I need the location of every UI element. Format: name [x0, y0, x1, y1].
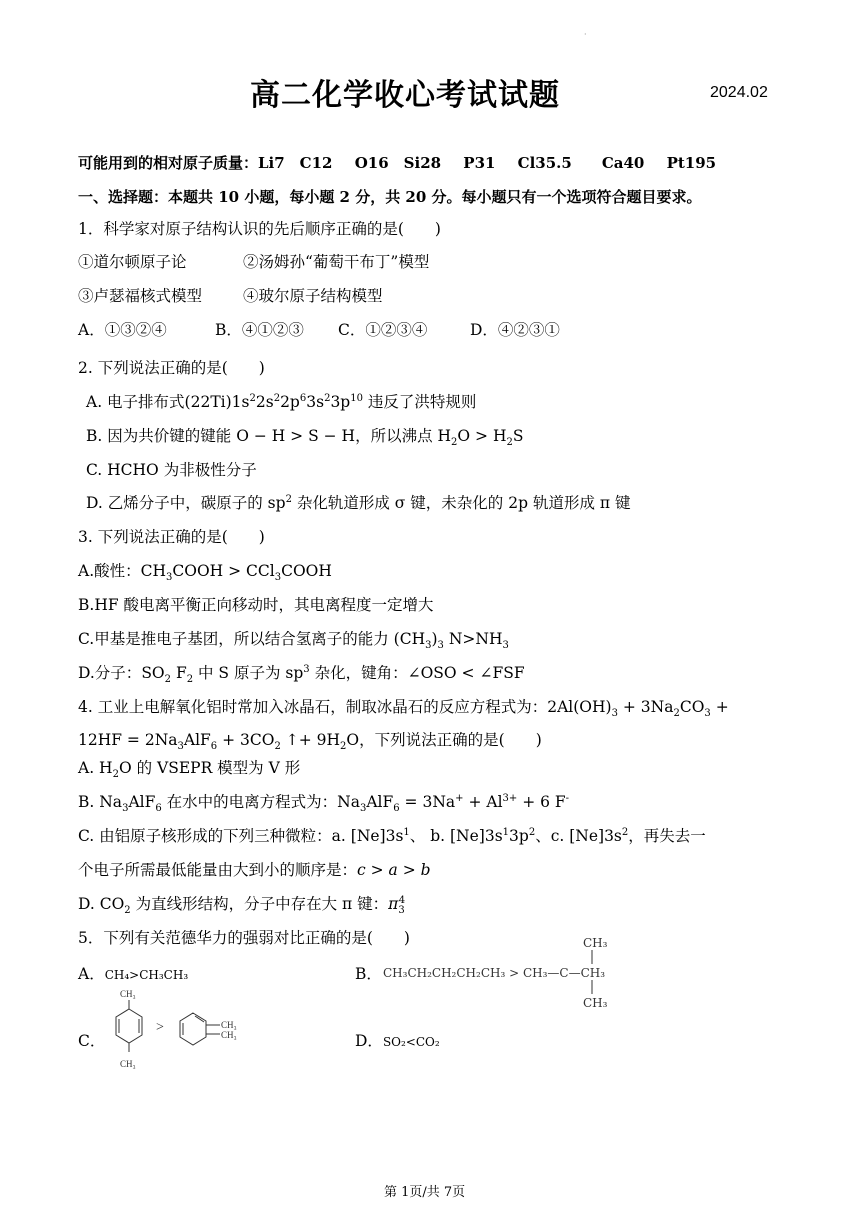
q5-option-b-label: B．	[355, 965, 382, 983]
svg-text:CH₃: CH₃	[120, 989, 136, 999]
q4-option-c-line1: C. 由铝原子核形成的下列三种微粒：a. $[Ne]3s^1$、 b. $[Ne]3s^13p^2$、c. $[Ne]3s^2$，再失去一	[78, 826, 706, 845]
q4-option-a: A. $H_2O$ 的 VSEPR 模型为 V 形	[78, 759, 301, 781]
q1-item4: ④玻尔原子结构模型	[243, 287, 383, 305]
q1-option-c: C．①②③④	[338, 321, 428, 339]
q3-option-a: A.酸性：$CH_3COOH$ > CCl$_3$COOH	[78, 562, 332, 584]
q4-option-b: B. $Na_3AlF_6$ 在水中的电离方程式为：$Na_3AlF_6 = 3Na^+ + Al^{3+} + 6$ F-	[78, 792, 570, 815]
q4-option-c-line2-text: 个电子所需最低能量由大到小的顺序是：	[78, 861, 358, 879]
q3-option-d-prefix: D.分子：	[78, 664, 142, 682]
q3-option-a-prefix: A.酸性：	[78, 562, 141, 580]
q2-option-b-mid: O − H > S − H	[236, 427, 356, 445]
q2-option-a-suffix: 违反了洪特规则	[362, 393, 477, 411]
q5-stem: 5．下列有关范德华力的强弱对比正确的是( )	[78, 929, 410, 947]
q5-option-b-bottom-methyl: CH₃	[583, 996, 608, 1010]
q5-option-b-vertical-bonds	[590, 950, 594, 996]
q5-option-d-label: D．	[355, 1032, 383, 1050]
q5-option-a-text: CH₄>CH₃CH₃	[104, 968, 189, 982]
q4-option-b-mid: 在水中的电离方程式为：	[161, 793, 338, 811]
q1-option-a: A．①③②④	[78, 321, 167, 339]
q5-option-d	[355, 1029, 440, 1051]
q1-stem: 1．科学家对原子结构认识的先后顺序正确的是( )	[78, 220, 441, 238]
q4-stem-suffix: ，下列说法正确的是( )	[359, 731, 542, 749]
section-heading: 一、选择题：本题共 10 小题，每小题 2 分，共 20 分。每小题只有一个选项符合题目要求。	[78, 188, 702, 206]
q4-option-c-order: c > a > b	[357, 861, 431, 879]
q2-option-a-prefix: A. 电子排布式(22Ti)1s	[86, 393, 250, 411]
q2-option-b-suffix: ，所以沸点	[355, 427, 438, 445]
q3-option-d-mid: 中 S 原子为	[193, 664, 286, 682]
atomic-masses: 可能用到的相对原子质量：Li7 C12 O16 Si28 P31 Cl35.5 Ca40 Pt195	[78, 154, 717, 172]
q5-option-c-structures	[100, 985, 260, 1075]
q3-option-d-suffix: 杂化，键角：∠OSO < ∠FSF	[309, 664, 525, 682]
q1-option-b: B．④①②③	[215, 321, 304, 339]
q2-option-d-mid: 杂化轨道形成 σ 键，未杂化的 2p 轨道形成 π 键	[291, 494, 631, 512]
stray-dot: ·	[584, 30, 587, 39]
q4-option-d-suffix: 为直线形结构，分子中存在大 π 键：	[130, 895, 389, 913]
page-title: 高二化学收心考试试题	[250, 78, 560, 113]
q3-option-d: D.分子：$SO_2$ $F_2$ 中 S 原子为 $sp^3$ 杂化，键角：∠OSO < ∠FSF	[78, 663, 525, 686]
svg-text:CH₃: CH₃	[221, 1030, 237, 1040]
q2-option-b: B. 因为共价键的键能 O − H > S − H，所以沸点 $H_2O > H_2S$	[86, 427, 524, 449]
q4-stem-line1: 4. 工业上电解氧化铝时常加入冰晶石，制取冰晶石的反应方程式为：$2Al(OH)_3 + 3Na_2CO_3$ +	[78, 698, 729, 720]
q2-option-d: D. 乙烯分子中，碳原子的 $sp^2$ 杂化轨道形成 σ 键，未杂化的 2p 轨道形成 π 键	[86, 493, 631, 512]
q2-option-c: C. HCHO 为非极性分子	[86, 461, 257, 479]
q5-option-d-text: SO₂<CO₂	[382, 1035, 440, 1049]
q1-item1: ①道尔顿原子论	[78, 253, 187, 271]
q5-option-a	[78, 962, 188, 984]
q5-option-b-formula: CH₃CH₂CH₂CH₂CH₃ > CH₃—C—CH₃	[383, 966, 606, 980]
q5-option-b-top-methyl: CH₃	[583, 936, 608, 950]
q2-option-d-prefix: D. 乙烯分子中，碳原子的	[86, 494, 268, 512]
q5-option-c-label: C．	[78, 1032, 106, 1050]
svg-text:CH₃: CH₃	[120, 1059, 136, 1069]
q3-option-c: C.甲基是推电子基团，所以结合氢离子的能力 $(CH_3)_3$ $N>NH_3$	[78, 630, 509, 652]
q1-option-d: D．④②③①	[470, 321, 560, 339]
q1-item3: ③卢瑟福核式模型	[78, 287, 203, 305]
svg-text:>: >	[156, 1020, 164, 1035]
page-footer: 第 1页/共 7页	[384, 1185, 466, 1200]
exam-date: 2024.02	[710, 84, 768, 101]
q3-option-b: B.HF 酸电离平衡正向移动时，其电离程度一定增大	[78, 596, 434, 614]
q4-option-d: D. $CO_2$ 为直线形结构，分子中存在大 π 键：$\pi_3^4$	[78, 894, 406, 917]
q2-option-b-prefix: B. 因为共价键的键能	[86, 427, 237, 445]
q3-option-c-prefix: C.甲基是推电子基团，所以结合氢离子的能力	[78, 630, 394, 648]
q4-stem-prefix: 4. 工业上电解氧化铝时常加入冰晶石，制取冰晶石的反应方程式为：	[78, 698, 548, 716]
q4-option-c-suffix: ，再失去一	[628, 827, 706, 845]
q5-option-a-label: A．	[78, 965, 105, 983]
q3-stem: 3. 下列说法正确的是( )	[78, 528, 265, 546]
q4-option-a-suffix: 的 VSEPR 模型为 V 形	[131, 759, 301, 777]
q1-item2: ②汤姆孙“葡萄干布丁”模型	[243, 253, 430, 271]
q4-stem-line2: $12HF = 2Na_3AlF_6 + 3CO_2$ ↑+ $9H_2O$，下列说法正确的是( )	[78, 731, 542, 753]
q2-stem: 2. 下列说法正确的是( )	[78, 359, 265, 377]
svg-text:CH₃: CH₃	[221, 1020, 237, 1030]
q4-option-c-prefix: C. 由铝原子核形成的下列三种微粒：a.	[78, 827, 346, 845]
q2-option-a: A. 电子排布式$(22Ti)1s^22s^22p^63s^23p^{10}$ 违反了洪特规则	[86, 392, 477, 411]
q4-option-c-line2	[78, 858, 431, 880]
